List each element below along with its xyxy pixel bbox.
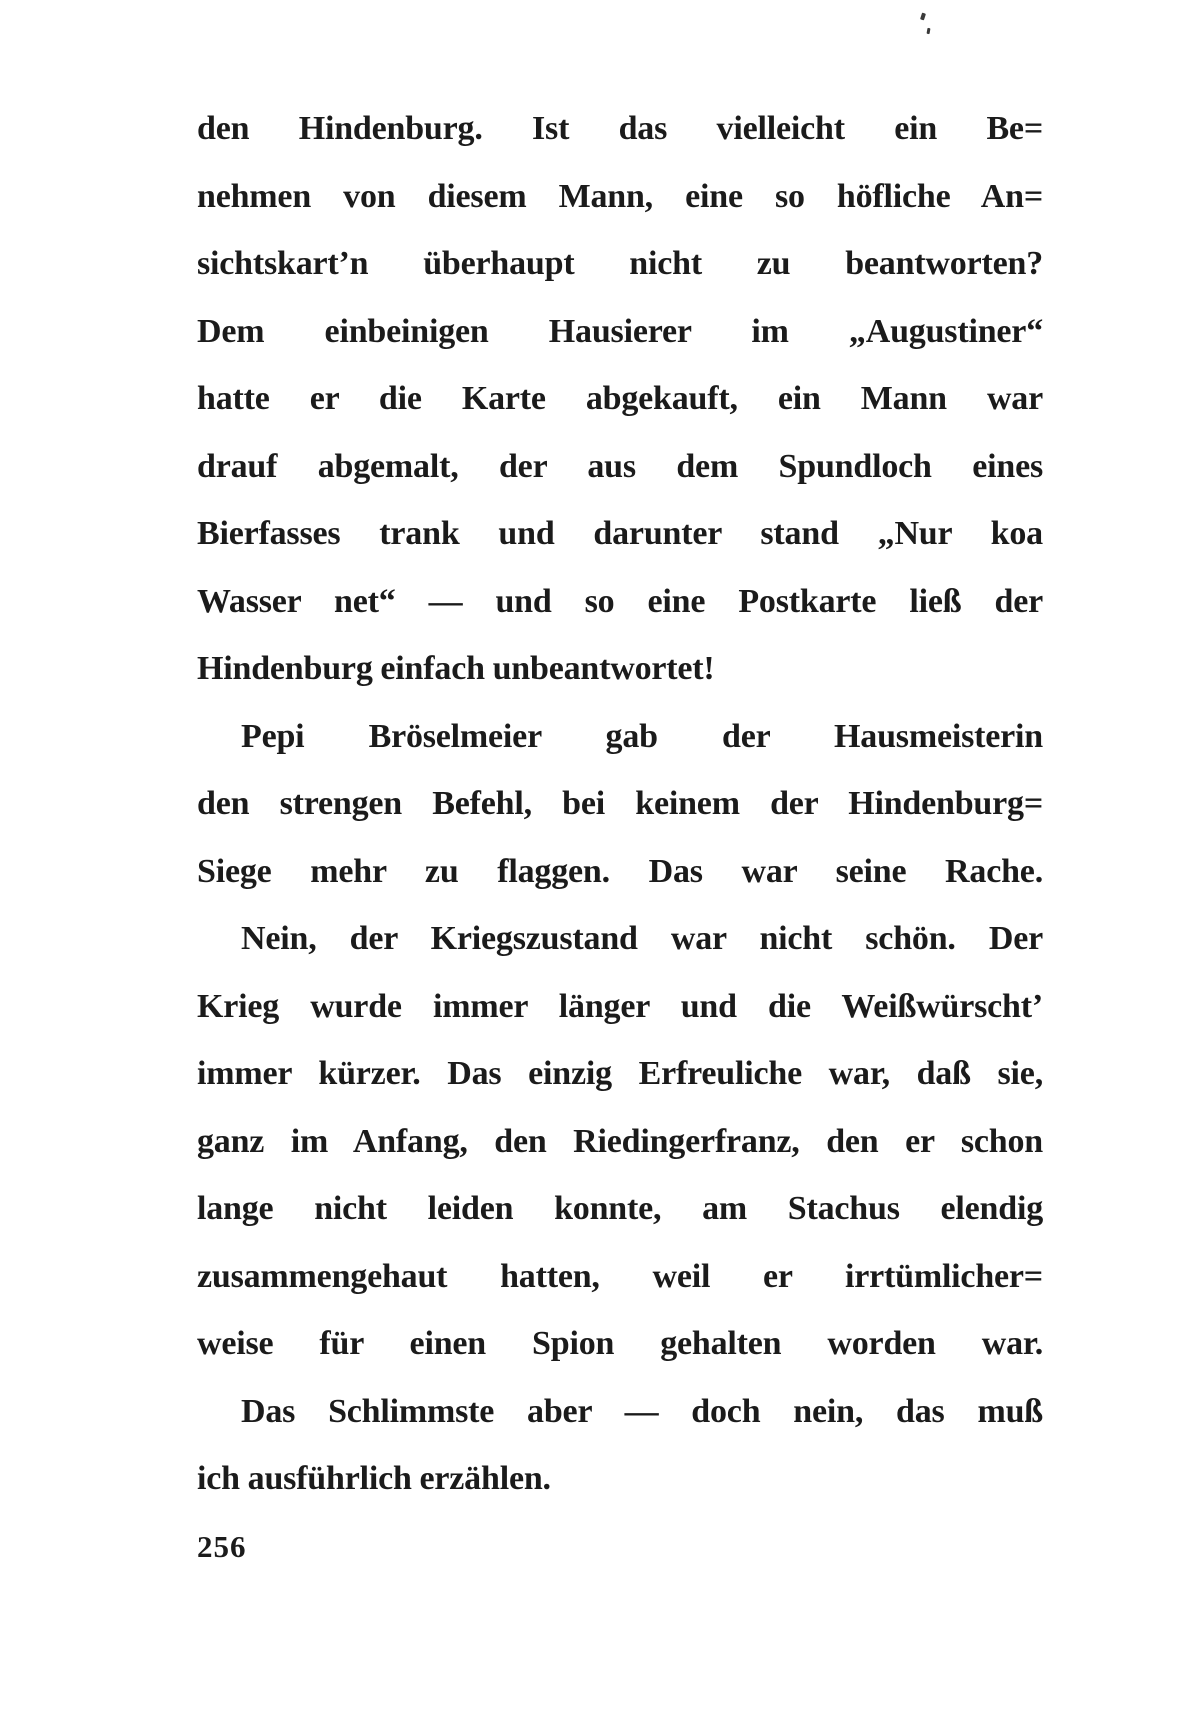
text-line: Hindenburg einfach unbeantwortet! [197, 650, 715, 687]
text-line: Siege mehr zu flaggen. Das war seine Rache. [197, 852, 1043, 890]
paragraph-3 [197, 905, 1043, 1378]
text-line: lange nicht leiden konnte, am Stachus elendig [197, 1190, 1043, 1227]
page-text [197, 95, 1043, 1513]
text-line: Dem einbeinigen Hausierer im „Augustiner“ [197, 312, 1043, 350]
text-line: Krieg wurde immer länger und die Weißwürscht’ [197, 987, 1043, 1025]
paragraph-4 [197, 1378, 1043, 1513]
text-line: drauf abgemalt, der aus dem Spundloch eines [197, 447, 1043, 485]
text-line: Bierfasses trank und darunter stand „Nur koa [197, 515, 1043, 552]
text-line: Das Schlimmste aber — doch nein, das muß [241, 1392, 1043, 1430]
text-line: Wasser net“ — und so eine Postkarte ließ der [197, 582, 1043, 620]
text-line: Nein, der Kriegszustand war nicht schön. Der [241, 920, 1043, 957]
paragraph-1 [197, 95, 1043, 703]
text-line: immer kürzer. Das einzig Erfreuliche war, daß sie, [197, 1055, 1043, 1092]
text-line: ich ausführlich erzählen. [197, 1460, 551, 1497]
text-line: ganz im Anfang, den Riedingerfranz, den er schon [197, 1122, 1043, 1160]
paragraph-2 [197, 703, 1043, 906]
text-line: weise für einen Spion gehalten worden war. [197, 1325, 1043, 1362]
scan-speck [920, 13, 926, 21]
text-line: hatte er die Karte abgekauft, ein Mann war [197, 380, 1043, 417]
text-line: sichtskart’n überhaupt nicht zu beantworten? [197, 245, 1043, 282]
text-line: den Hindenburg. Ist das vielleicht ein Be= [197, 110, 1043, 147]
text-line: den strengen Befehl, bei keinem der Hindenburg= [197, 785, 1043, 822]
text-line: zusammengehaut hatten, weil er irrtümlicher= [197, 1257, 1043, 1295]
text-line: nehmen von diesem Mann, eine so höfliche An= [197, 177, 1043, 215]
text-line: Pepi Bröselmeier gab der Hausmeisterin [241, 717, 1043, 755]
page-number: 256 [197, 1529, 247, 1564]
scan-speck [927, 28, 931, 34]
